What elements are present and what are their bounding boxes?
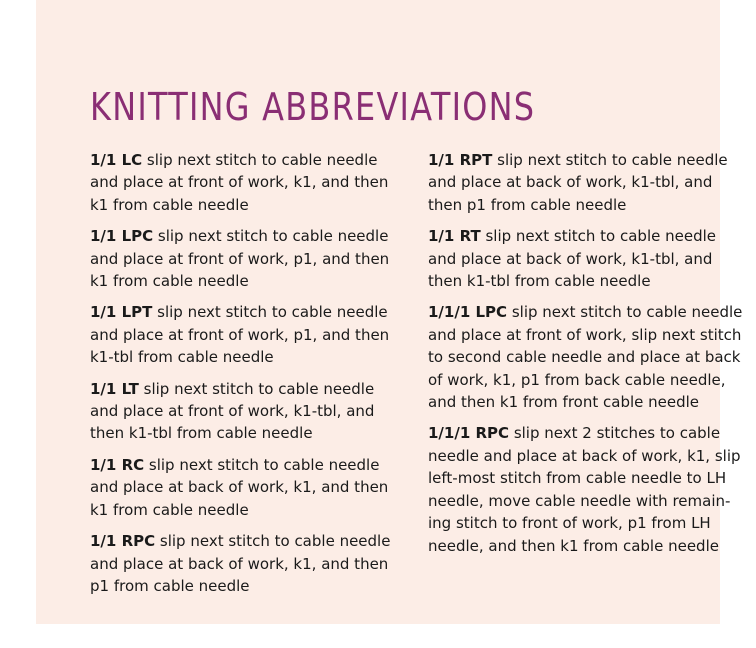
definition-text: left-most stitch from cable needle to LH [428, 469, 727, 488]
definition-text: needle, and then k1 from cable needle [428, 536, 719, 555]
definition-line [428, 301, 744, 323]
abbreviations-left-column [90, 149, 400, 606]
abbreviation-entry [90, 530, 400, 597]
abbreviation-term: 1/1/1 LPC [428, 303, 508, 322]
abbreviation-term: 1/1 LPT [90, 303, 153, 322]
definition-line [90, 476, 400, 498]
page-title: KNITTING ABBREVIATIONS [90, 85, 536, 129]
definition-line [90, 499, 400, 521]
abbreviation-entry [428, 301, 744, 413]
definition-line [428, 490, 744, 512]
definition-text: then k1-tbl from cable needle [428, 272, 651, 291]
abbreviation-term: 1/1 RC [90, 455, 145, 474]
definition-line [90, 324, 400, 346]
definition-text: and place at front of work, slip next stitch [428, 325, 742, 344]
definition-line [90, 270, 400, 292]
definition-line [428, 194, 744, 216]
definition-line [90, 171, 400, 193]
definition-text: and place at front of work, p1, and then [90, 325, 390, 344]
definition-text: slip next stitch to cable needle [480, 227, 716, 246]
abbreviation-term: 1/1 LT [90, 379, 139, 398]
abbreviation-term: 1/1 LC [90, 151, 143, 169]
abbreviation-entry [90, 149, 400, 216]
definition-text: slip next stitch to cable needle [507, 303, 743, 322]
definition-line [90, 530, 400, 552]
definition-text: slip next stitch to cable needle [152, 303, 388, 322]
definition-line [428, 369, 744, 391]
definition-line [90, 553, 400, 575]
definition-line [428, 270, 744, 292]
abbreviation-entry [428, 422, 744, 556]
definition-line [428, 171, 744, 193]
definition-line [428, 248, 744, 270]
definition-text: to second cable needle and place at back [428, 348, 741, 367]
definition-text: slip next stitch to cable needle [492, 151, 728, 169]
definition-text: k1-tbl from cable needle [90, 348, 274, 367]
definition-text: and place at front of work, k1-tbl, and [90, 402, 375, 421]
abbreviation-term: 1/1 RPT [428, 151, 493, 169]
definition-text: p1 from cable needle [90, 576, 250, 595]
definition-line [428, 467, 744, 489]
definition-text: slip next stitch to cable needle [155, 532, 391, 551]
definition-line [428, 225, 744, 247]
definition-line [90, 400, 400, 422]
definition-text: and place at back of work, k1-tbl, and [428, 249, 713, 268]
abbreviation-term: 1/1 RT [428, 227, 481, 246]
definition-line [90, 301, 400, 323]
definition-line [90, 194, 400, 216]
definition-text: then k1-tbl from cable needle [90, 424, 313, 443]
abbreviation-entry [90, 225, 400, 292]
definition-line [428, 445, 744, 467]
definition-text: ing stitch to front of work, p1 from LH [428, 514, 711, 533]
definition-line [90, 422, 400, 444]
definition-line [90, 454, 400, 476]
definition-text: and then k1 from front cable needle [428, 393, 700, 412]
abbreviation-entry [90, 301, 400, 368]
definition-line [90, 225, 400, 247]
definition-text: and place at back of work, k1-tbl, and [428, 173, 713, 192]
abbreviation-entry [428, 225, 744, 292]
definition-text: and place at back of work, k1, and then [90, 554, 389, 573]
definition-text: of work, k1, p1 from back cable needle, [428, 370, 726, 389]
definition-line [428, 535, 744, 557]
definition-text: then p1 from cable needle [428, 195, 627, 214]
definition-line [428, 422, 744, 444]
definition-line [90, 346, 400, 368]
abbreviation-entry [90, 454, 400, 521]
definition-text: slip next stitch to cable needle [144, 455, 380, 474]
definition-text: slip next 2 stitches to cable [509, 424, 721, 443]
definition-text: k1 from cable needle [90, 500, 249, 519]
page-panel [36, 0, 743, 624]
abbreviation-entry [90, 378, 400, 445]
abbreviation-term: 1/1/1 RPC [428, 424, 510, 443]
definition-line [428, 149, 744, 171]
abbreviation-term: 1/1 LPC [90, 227, 154, 246]
definition-text: needle, move cable needle with remain- [428, 491, 731, 510]
definition-line [90, 378, 400, 400]
abbreviations-right-column [428, 149, 744, 566]
definition-text: slip next stitch to cable needle [153, 227, 389, 246]
definition-text: k1 from cable needle [90, 272, 249, 291]
definition-line [90, 575, 400, 597]
abbreviation-entry [428, 149, 744, 216]
definition-text: k1 from cable needle [90, 195, 249, 214]
definition-text: slip next stitch to cable needle [138, 379, 375, 398]
definition-line [90, 149, 400, 171]
definition-text: and place at front of work, k1, and then [90, 173, 389, 192]
definition-line [428, 391, 744, 413]
definition-line [428, 324, 744, 346]
definition-text: needle and place at back of work, k1, slip [428, 446, 741, 465]
abbreviation-term: 1/1 RPC [90, 532, 156, 551]
definition-line [428, 512, 744, 534]
definition-text: slip next stitch to cable needle [142, 151, 378, 169]
definition-line [90, 248, 400, 270]
definition-text: and place at front of work, p1, and then [90, 249, 390, 268]
definition-line [428, 346, 744, 368]
definition-text: and place at back of work, k1, and then [90, 478, 389, 497]
